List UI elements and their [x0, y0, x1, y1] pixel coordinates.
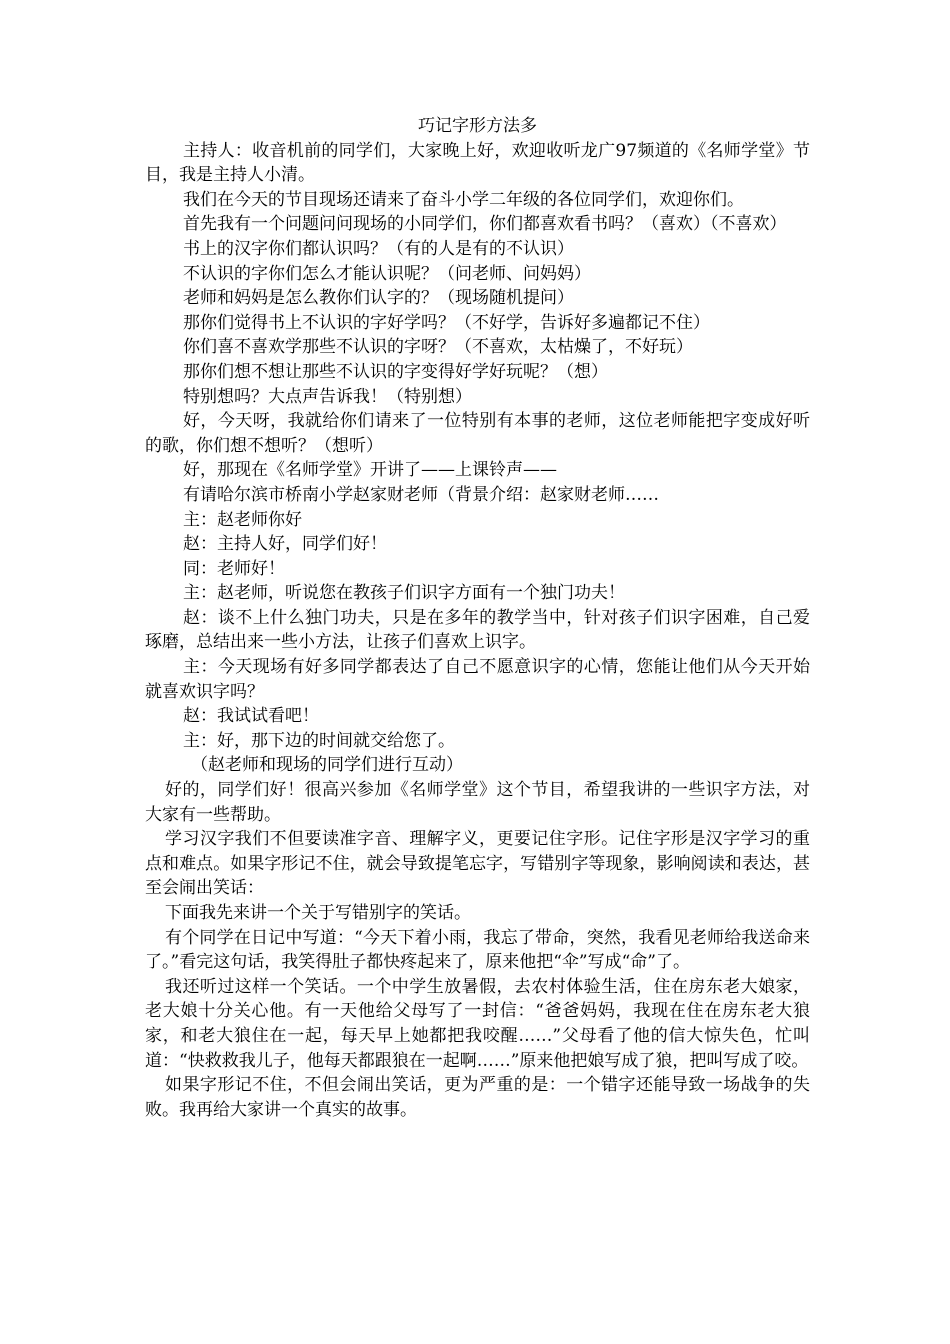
- paragraph: 特别想吗？大点声告诉我！（特别想）: [183, 386, 472, 407]
- paragraph: 赵：谈不上什么独门功夫，只是在多年的教学当中，针对孩子们识字困难，自己爱琢磨，总结出来一些小方法，让孩子们喜欢上识字。: [145, 607, 810, 653]
- paragraph: 你们喜不喜欢学那些不认识的字呀？（不喜欢，太枯燥了，不好玩）: [183, 337, 693, 358]
- paragraph: （赵老师和现场的同学们进行互动）: [191, 755, 463, 776]
- paragraph: 赵：我试试看吧！: [183, 706, 319, 727]
- paragraph: 好，今天呀，我就给你们请来了一位特别有本事的老师，这位老师能把字变成好听的歌，你们想不想听？（想听）: [145, 411, 810, 456]
- paragraph: 不认识的字你们怎么才能认识呢？（问老师、问妈妈）: [183, 263, 591, 284]
- document-body: [145, 139, 810, 1123]
- paragraph: 我们在今天的节目现场还请来了奋斗小学二年级的各位同学们，欢迎你们。: [183, 189, 744, 210]
- paragraph: 好，那现在《名师学堂》开讲了——上课铃声——: [183, 460, 557, 481]
- paragraph: 下面我先来讲一个关于写错别字的笑话。: [165, 903, 471, 923]
- paragraph: 学习汉字我们不但要读准字音、理解字义，更要记住字形。记住字形是汉字学习的重点和难点。如果字形记不住，就会导致提笔忘字，写错别字等现象，影响阅读和表达，甚至会闹出笑话：: [145, 829, 810, 899]
- paragraph: 我还听过这样一个笑话。一个中学生放暑假，去农村体验生活，住在房东老大娘家，老大娘十分关心他。有一天他给父母写了一封信：“爸爸妈妈，我现在住在房东老大狼家，和老大狼住在一起，每天早上她都把我咬醒……”父母看了他的信大惊失色，忙叫道：“快救救我儿子，他每天都跟狼在一起啊……”原来他把娘写成了狼，把叫写成了咬。: [145, 976, 810, 1071]
- paragraph: 如果字形记不住，不但会闹出笑话，更为严重的是：一个错字还能导致一场战争的失败。我再给大家讲一个真实的故事。: [145, 1075, 810, 1120]
- paragraph: 主持人：收音机前的同学们，大家晚上好，欢迎收听龙广97频道的《名师学堂》节目，我是主持人小清。: [145, 140, 810, 186]
- paragraph: 好的，同学们好！很高兴参加《名师学堂》这个节目，希望我讲的一些识字方法，对大家有一些帮助。: [145, 780, 810, 825]
- paragraph: 有请哈尔滨市桥南小学赵家财老师（背景介绍：赵家财老师……: [183, 484, 659, 505]
- paragraph: 老师和妈妈是怎么教你们认字的？（现场随机提问）: [183, 288, 574, 309]
- paragraph: 有个同学在日记中写道：“今天下着小雨，我忘了带命，突然，我看见老师给我送命来了。”看完这句话，我笑得肚子都快疼起来了，原来他把“伞”写成“命”了。: [145, 927, 810, 973]
- document-page: [145, 114, 810, 1122]
- paragraph: 那你们觉得书上不认识的字好学吗？（不好学，告诉好多遍都记不住）: [183, 312, 710, 333]
- paragraph: 书上的汉字你们都认识吗？（有的人是有的不认识）: [183, 238, 574, 259]
- paragraph: 首先我有一个问题问问现场的小同学们，你们都喜欢看书吗？（喜欢）（不喜欢）: [183, 214, 787, 235]
- paragraph: 那你们想不想让那些不认识的字变得好学好玩呢？（想）: [183, 361, 608, 382]
- document-title: 巧记字形方法多: [418, 116, 537, 136]
- paragraph: 主：赵老师你好: [183, 509, 302, 530]
- paragraph: 赵：主持人好，同学们好！: [183, 534, 387, 555]
- paragraph: 主：赵老师，听说您在教孩子们识字方面有一个独门功夫！: [183, 583, 625, 604]
- paragraph: 同：老师好！: [183, 558, 285, 579]
- paragraph: 主：今天现场有好多同学都表达了自己不愿意识字的心情，您能让他们从今天开始就喜欢识字吗？: [145, 657, 810, 702]
- paragraph: 主：好，那下边的时间就交给您了。: [183, 730, 455, 751]
